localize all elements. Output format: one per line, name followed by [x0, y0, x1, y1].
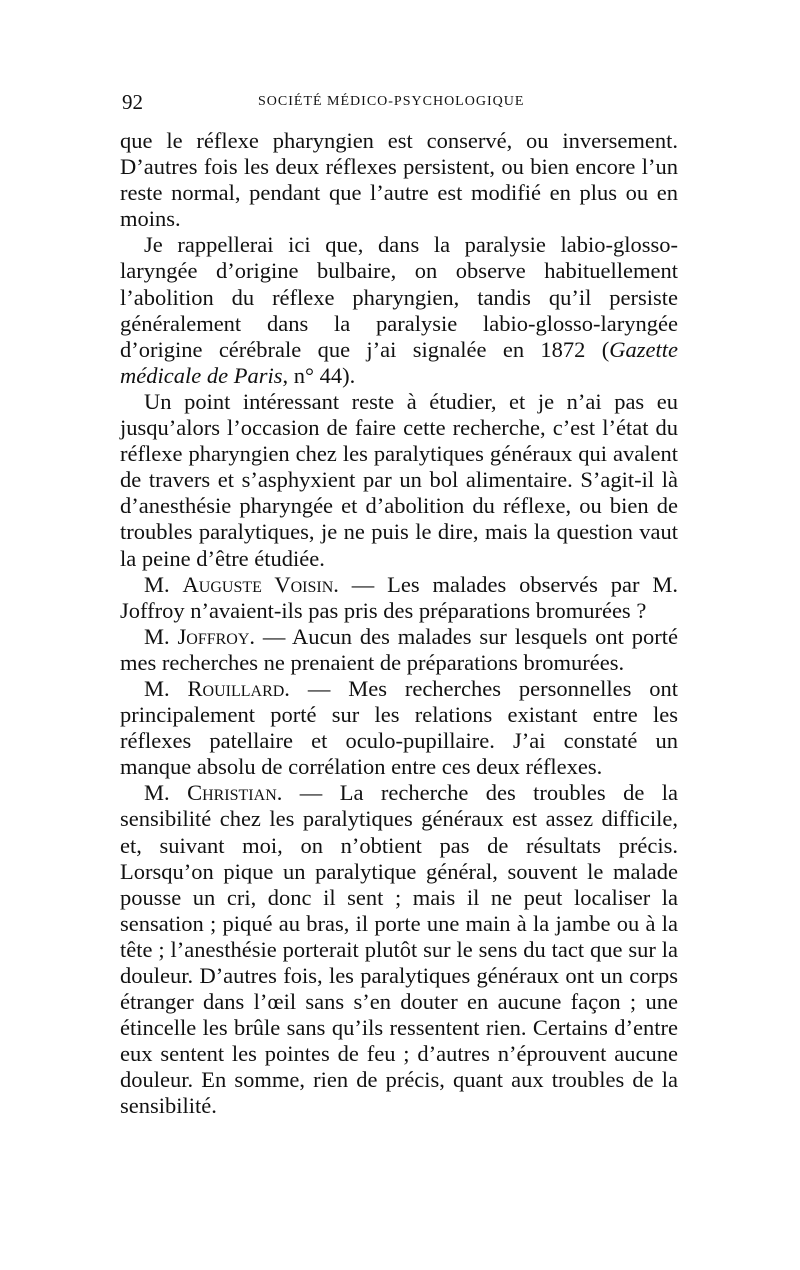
page-header [122, 90, 678, 114]
speaker-name: Christian. [187, 780, 283, 806]
speaker-name: Auguste Voisin. [182, 571, 339, 597]
speaker-paragraph-christian [120, 780, 678, 1119]
speaker-text: — Aucun des malades sur lesquels ont porté mes recherches ne prenaient de préparations bromurées. [120, 623, 678, 675]
speaker-prefix: M. [144, 571, 170, 597]
paragraph-continuation: que le réflexe pharyngien est conservé, ou inversement. D’autres fois les deux réflexes persistent, ou bien encore l’un reste normal, pendant que l’autre est modifié en plus ou en moins. [120, 128, 678, 232]
running-head: SOCIÉTÉ MÉDICO-PSYCHOLOGIQUE [258, 94, 525, 109]
page-number: 92 [122, 90, 143, 114]
paragraph-pharyngeal-reflex: Un point intéressant reste à étudier, et je n’ai pas eu jusqu’alors l’occasion de faire cette recherche, c’est l’état du réflexe pharyngien chez les paralytiques généraux qui avalent de travers et s’asphyxient par un bol alimentaire. S’agit-il là d’anesthésie pharyngée et d’abolition du réflexe, ou bien de troubles paralytiques, je ne puis le dire, mais la question vaut la peine d’être étudiée. [120, 388, 678, 571]
speaker-prefix: M. [144, 675, 170, 701]
speaker-text: — Mes recherches personnelles ont principalement porté sur les relations existant entre les réflexes patellaire et oculo-pupillaire. J’ai constaté un manque absolu de corrélation entre ces deux réflexes. [120, 675, 678, 780]
speaker-text: — La recherche des troubles de la sensibilité chez les paralytiques généraux est assez difficile, et, suivant moi, on n’obtient pas de résultats précis. Lorsqu’on pique un paralytique général, souvent le malade pousse un cri, donc il sent ; mais il ne peut localiser la sensation ; piqué au bras, il porte une main à la jambe ou à la tête ; l’anesthésie porterait plutôt sur le sens du tact que sur la douleur. D’autres fois, les paralytiques généraux ont un corps étranger dans l’œil sans s’en douter en aucune façon ; une étincelle les brûle sans qu’ils ressentent rien. Certains d’entre eux sentent les pointes de feu ; d’autres n’éprouvent aucune douleur. En somme, rien de précis, quant aux troubles de la sensibilité. [120, 780, 678, 1119]
paragraph-text: , n° 44). [282, 362, 356, 388]
paragraph-bulbar-paralysis [120, 232, 678, 389]
speaker-text: — Les malades observés par M. Joffroy n’avaient-ils pas pris des préparations bromurées ? [120, 571, 678, 623]
speaker-paragraph-rouillard [120, 676, 678, 780]
speaker-name: Rouillard. [187, 675, 290, 701]
speaker-prefix: M. [144, 780, 170, 806]
body-text [120, 128, 678, 1120]
speaker-name: Joffroy. [177, 623, 256, 649]
speaker-prefix: M. [144, 623, 170, 649]
paragraph-text: Je rappellerai ici que, dans la paralysie labio-glosso-laryngée d’origine bulbaire, on observe habituellement l’abolition du réflexe pharyngien, tandis qu’il persiste généralement dans la paralysie labio-glosso-laryngée d’origine cérébrale que j’ai signalée en 1872 ( [120, 232, 678, 362]
speaker-paragraph-joffroy [120, 624, 678, 676]
citation-title: Gazette médicale de Paris [120, 336, 678, 388]
speaker-paragraph-voisin [120, 572, 678, 624]
